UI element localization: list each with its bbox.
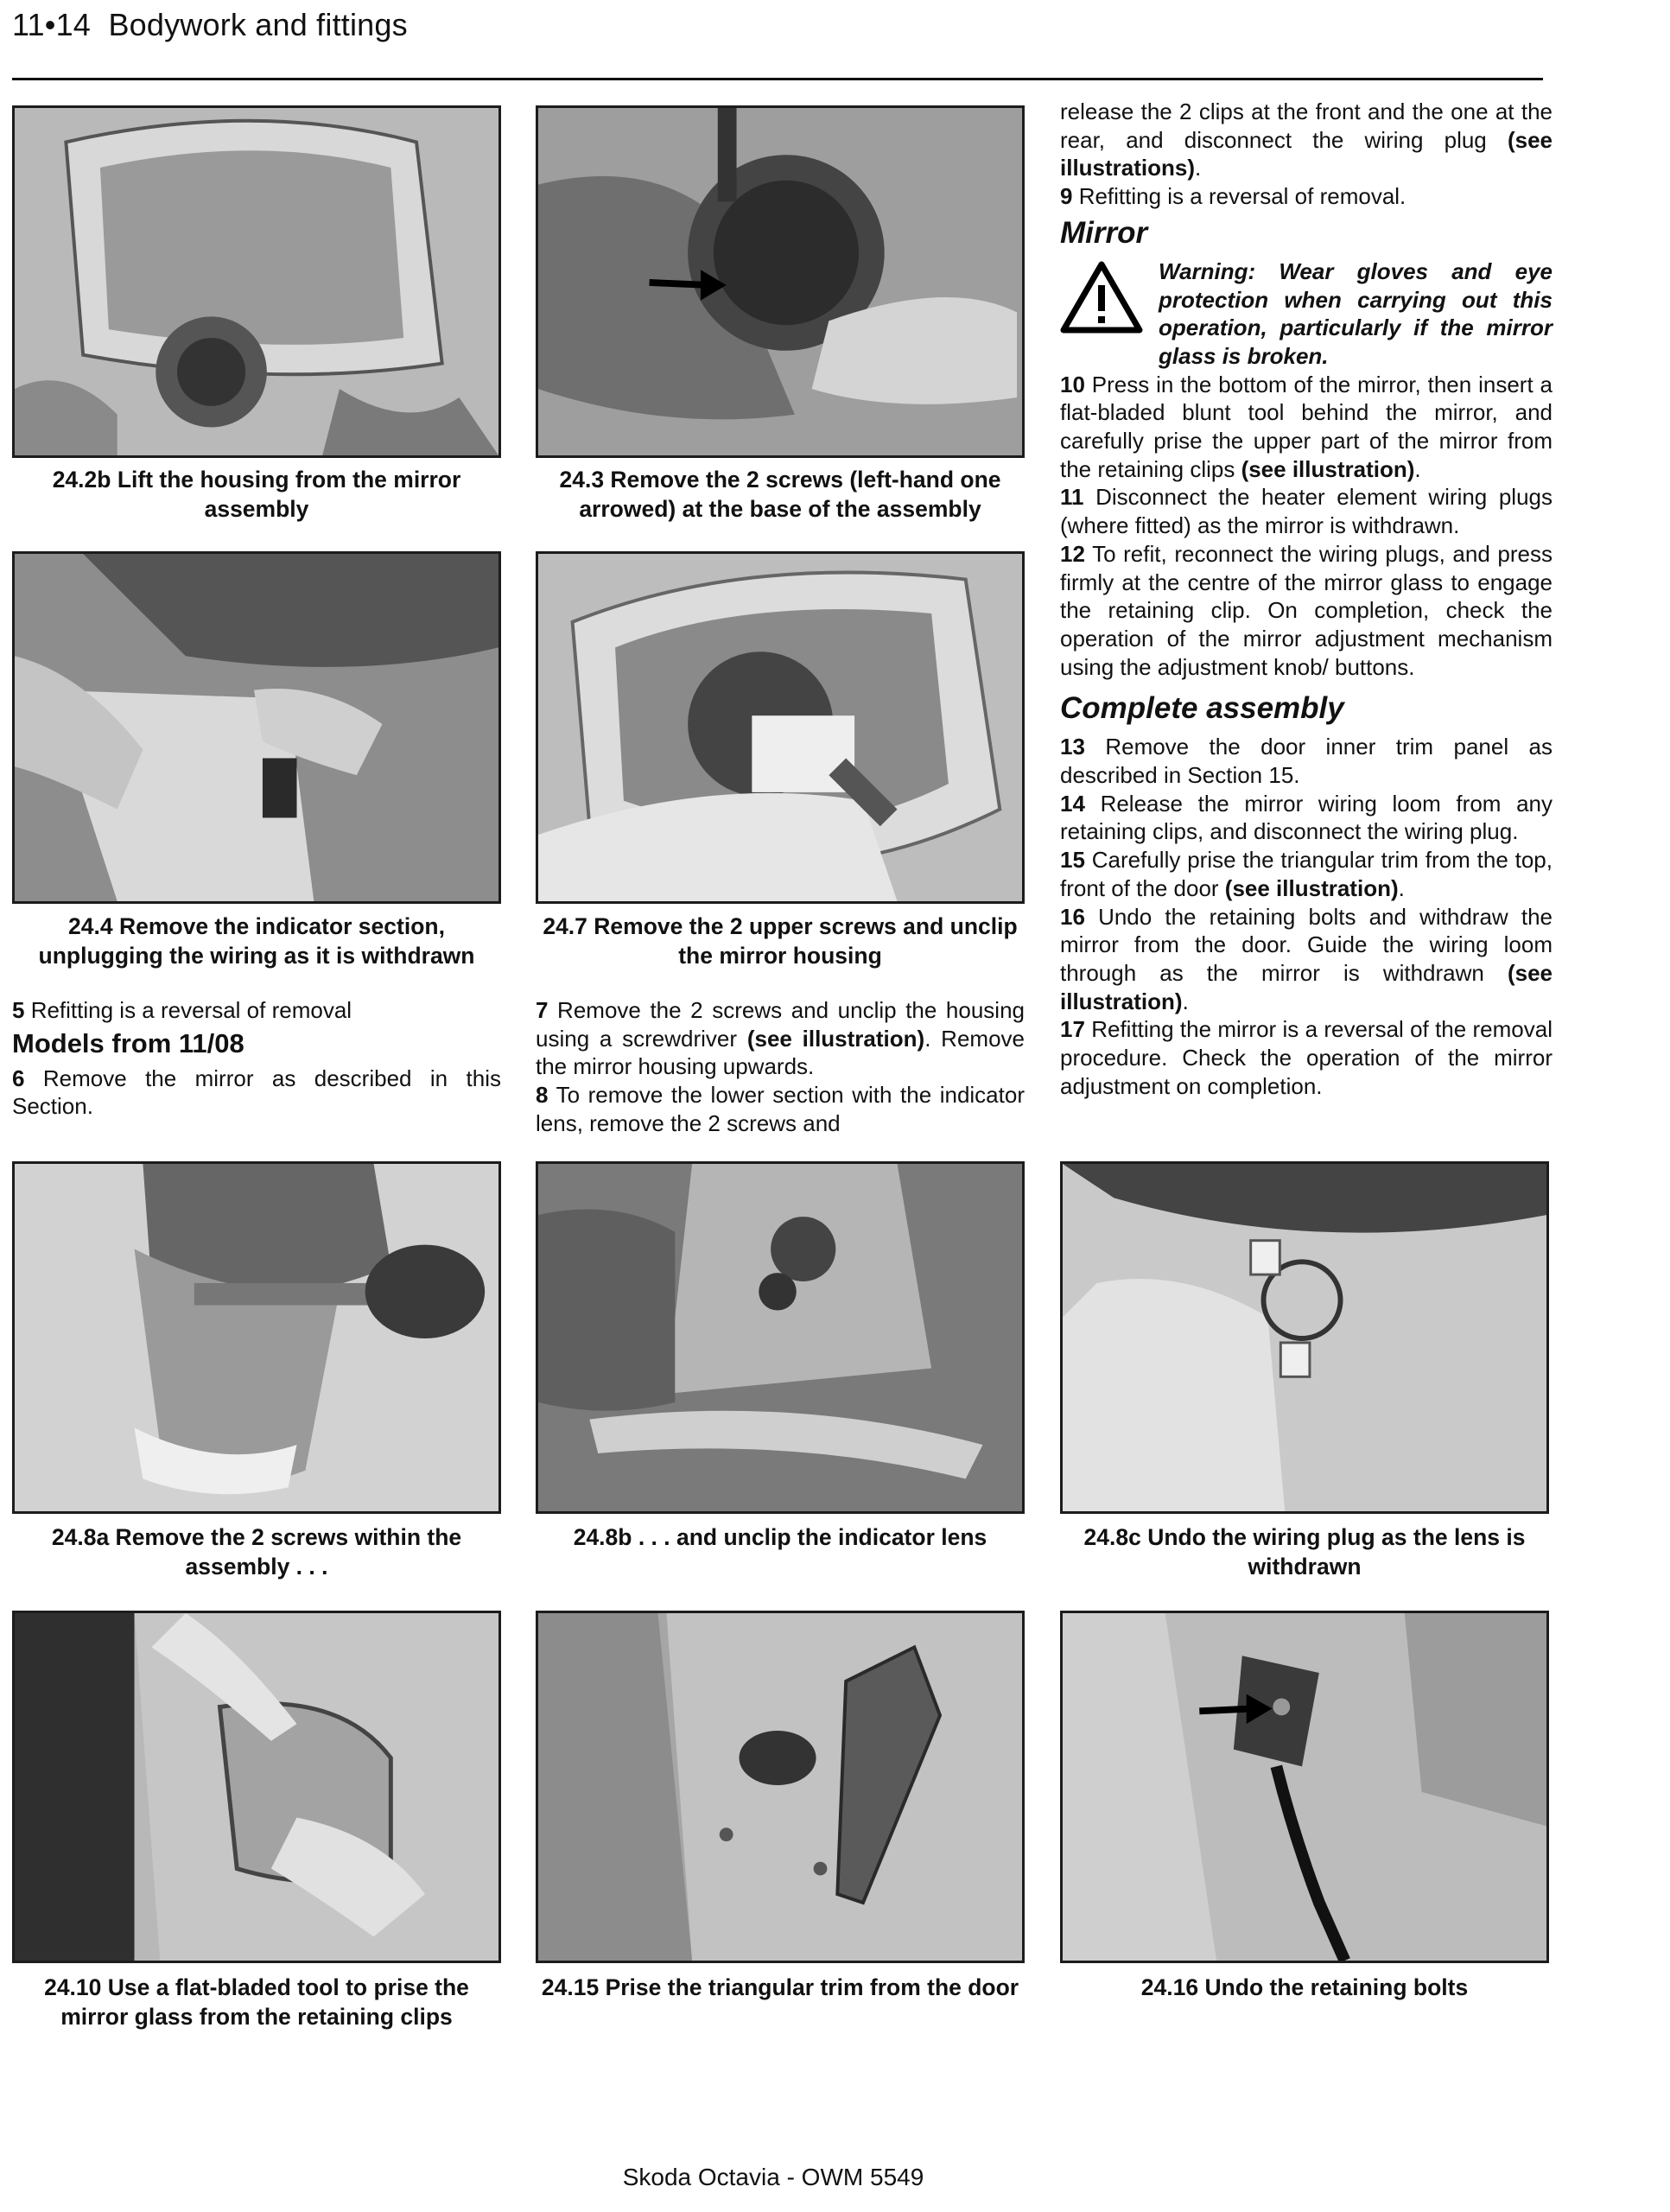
paragraph-7: 7 Remove the 2 screws and unclip the housing using a screwdriver (see illustration). Remove the mirror housing upwards. [536,997,1025,1080]
paragraph-13: 13 Remove the door inner trim panel as described in Section 15. [1060,734,1553,789]
paragraph-16: 16 Undo the retaining bolts and withdraw the mirror from the door. Guide the wiring loom through as the mirror is withdrawn (see illustration). [1060,903,1553,1014]
page-header [12,7,408,43]
section-title: Bodywork and fittings [108,7,408,42]
heading-complete-assembly: Complete assembly [1060,691,1344,726]
caption-24-3: 24.3 Remove the 2 screws (left-hand one arrowed) at the base of the assembly [559,467,1001,522]
right-column-text [1060,98,1553,1101]
middle-column-text [536,996,1025,1138]
photo-24-4 [12,551,501,904]
header-rule [12,78,1543,80]
warning-triangle-icon [1060,261,1143,334]
photo-24-2b [12,105,501,458]
caption-24-8b: 24.8b . . . and unclip the indicator lens [573,1524,987,1550]
left-column-text [12,996,501,1121]
paragraph-14: 14 Release the mirror wiring loom from any retaining clips, and disconnect the wiring plug. [1060,790,1553,845]
paragraph-5: 5 Refitting is a reversal of removal [12,997,352,1023]
page-footer: Skoda Octavia - OWM 5549 [622,2164,924,2190]
caption-24-10: 24.10 Use a flat-bladed tool to prise the mirror glass from the retaining clips [44,1974,469,2030]
photo-24-7 [536,551,1025,904]
paragraph-8: 8 To remove the lower section with the indicator lens, remove the 2 screws and [536,1082,1025,1136]
caption-24-4: 24.4 Remove the indicator section, unplugging the wiring as it is withdrawn [38,913,475,969]
caption-24-8a: 24.8a Remove the 2 screws within the assembly . . . [51,1524,462,1580]
paragraph-6: 6 Remove the mirror as described in this Section. [12,1065,501,1120]
photo-24-8a [12,1161,501,1514]
paragraph-10: 10 Press in the bottom of the mirror, then insert a flat-bladed blunt tool behind the mirror, and carefully prise the upper part of the mirror from the retaining clips (see illustration). [1060,371,1553,482]
caption-24-16: 24.16 Undo the retaining bolts [1140,1974,1469,2000]
photo-24-15 [536,1611,1025,1963]
photo-24-16 [1060,1611,1549,1963]
caption-24-15: 24.15 Prise the triangular trim from the door [541,1974,1019,2000]
paragraph-12: 12 To refit, reconnect the wiring plugs, and press firmly at the centre of the mirror glass to engage the retaining clip. On completion, check the operation of the mirror adjustment mechanism using the adjustment knob/ buttons. [1060,540,1553,680]
paragraph-11: 11 Disconnect the heater element wiring plugs (where fitted) as the mirror is withdrawn. [1060,484,1553,539]
paragraph-17: 17 Refitting the mirror is a reversal of the removal procedure. Check the operation of the mirror adjustment on completion. [1060,1016,1553,1099]
photo-24-3 [536,105,1025,458]
heading-models-from-11-08: Models from 11/08 [12,1027,244,1058]
heading-mirror: Mirror [1060,215,1148,250]
photo-24-10 [12,1611,501,1963]
page-number: 11•14 [12,7,92,42]
warning-text: Warning: Wear gloves and eye protection when carrying out this operation, particularly if the mirror glass is broken. [1159,257,1553,369]
caption-24-2b: 24.2b Lift the housing from the mirror assembly [52,467,461,522]
photo-24-8b [536,1161,1025,1514]
warning-box [1060,257,1553,371]
caption-24-8c: 24.8c Undo the wiring plug as the lens is withdrawn [1083,1524,1526,1580]
paragraph-8-continued: release the 2 clips at the front and the one at the rear, and disconnect the wiring plug (see illustrations). [1060,99,1553,181]
photo-24-8c [1060,1161,1549,1514]
paragraph-9: 9 Refitting is a reversal of removal. [1060,183,1406,210]
paragraph-15: 15 Carefully prise the triangular trim from the top, front of the door (see illustration). [1060,847,1553,901]
caption-24-7: 24.7 Remove the 2 upper screws and unclip the mirror housing [543,913,1018,969]
